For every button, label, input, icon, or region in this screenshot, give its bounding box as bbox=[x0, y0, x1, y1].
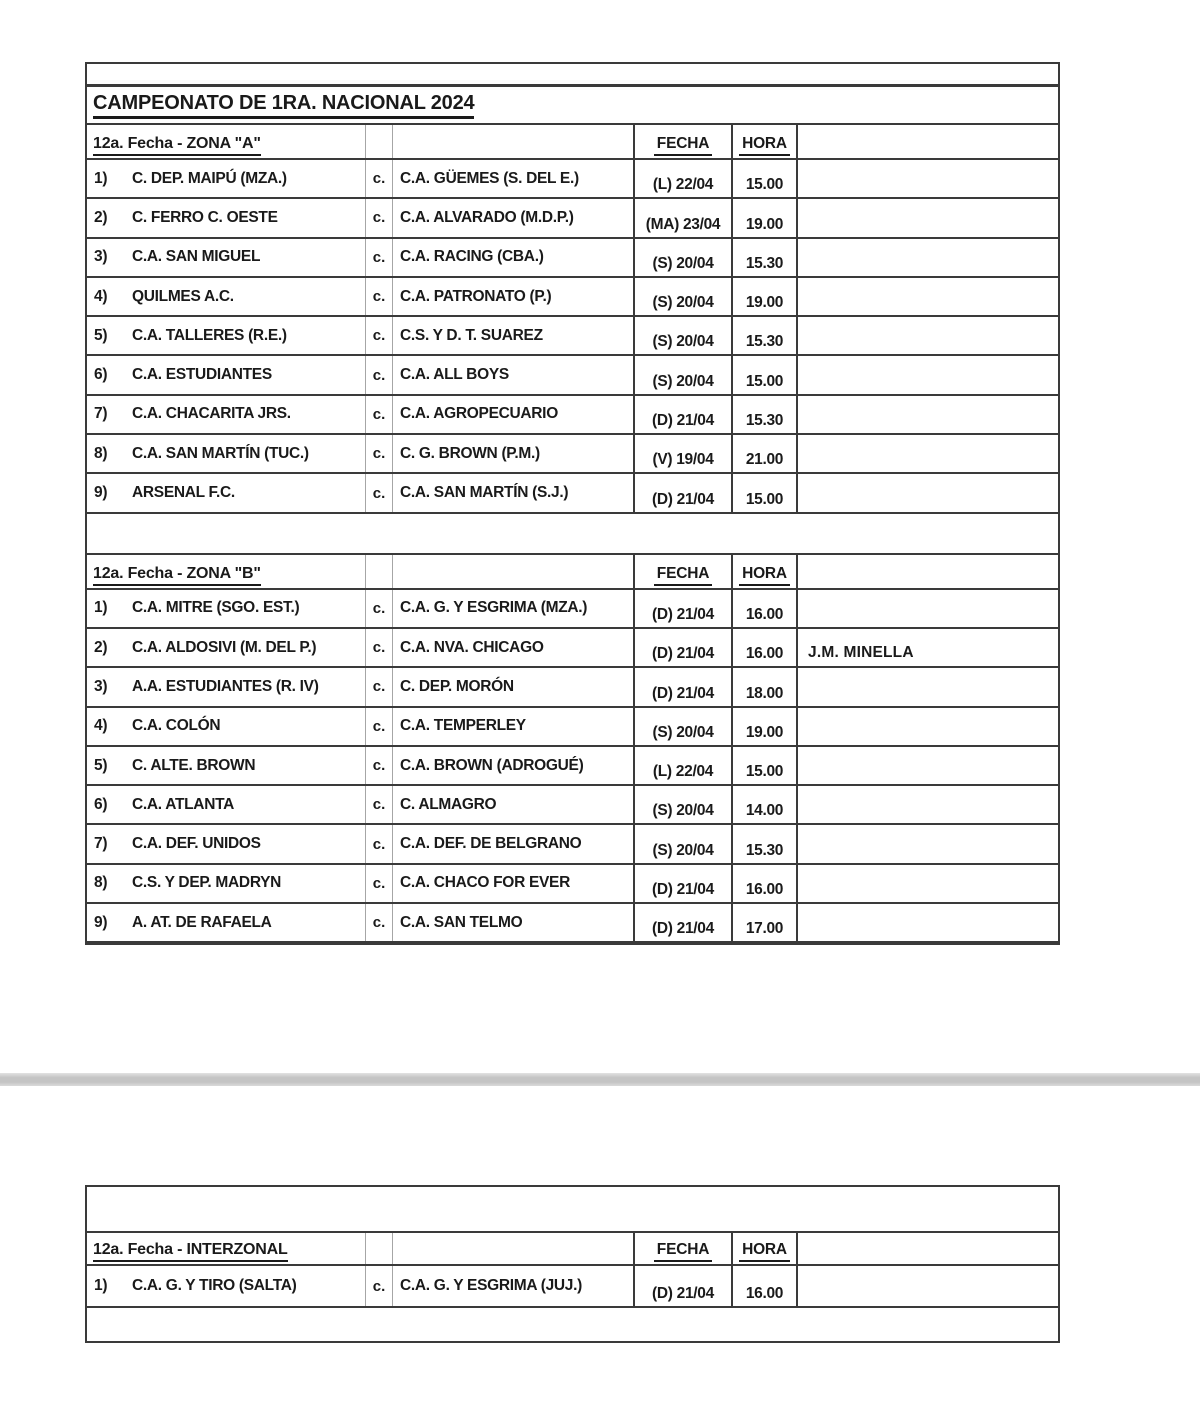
match-date: (S) 20/04 bbox=[652, 333, 714, 351]
versus-label: c. bbox=[372, 445, 386, 463]
match-number: 6) bbox=[94, 795, 108, 813]
home-team: C.A. MITRE (SGO. EST.) bbox=[132, 599, 300, 617]
match-date: (D) 21/04 bbox=[652, 645, 714, 663]
versus-label: c. bbox=[372, 599, 386, 617]
hora-cell bbox=[731, 317, 796, 354]
note-cell bbox=[796, 435, 1058, 472]
fecha-cell bbox=[633, 786, 731, 823]
away-team-cell bbox=[393, 160, 633, 197]
versus-column-spacer bbox=[365, 125, 393, 158]
page-divider bbox=[0, 1073, 1200, 1086]
hora-cell bbox=[731, 1266, 796, 1306]
match-time: 15.30 bbox=[745, 412, 784, 430]
away-column-spacer bbox=[393, 555, 633, 588]
match-row bbox=[87, 239, 1058, 278]
hora-cell bbox=[731, 474, 796, 511]
away-team: C.A. SAN MARTÍN (S.J.) bbox=[400, 484, 569, 502]
away-team: C.A. TEMPERLEY bbox=[400, 717, 526, 735]
fecha-cell bbox=[633, 239, 731, 276]
fecha-cell bbox=[633, 708, 731, 745]
fecha-cell bbox=[633, 865, 731, 902]
home-team: A. AT. DE RAFAELA bbox=[132, 913, 272, 931]
hora-column-header: HORA bbox=[739, 135, 790, 156]
section-title: 12a. Fecha - ZONA "A" bbox=[93, 135, 261, 156]
venue-note: J.M. MINELLA bbox=[808, 644, 914, 662]
match-number: 1) bbox=[94, 599, 108, 617]
match-date: (V) 19/04 bbox=[652, 451, 714, 469]
match-row bbox=[87, 435, 1058, 474]
match-date: (D) 21/04 bbox=[652, 412, 714, 430]
hora-cell bbox=[731, 904, 796, 941]
away-team: C.A. G. Y ESGRIMA (JUJ.) bbox=[400, 1277, 582, 1294]
versus-label: c. bbox=[372, 248, 386, 266]
match-number: 2) bbox=[94, 208, 108, 226]
versus-cell bbox=[365, 590, 393, 627]
match-number: 7) bbox=[94, 405, 108, 423]
fecha-cell bbox=[633, 590, 731, 627]
versus-cell bbox=[365, 396, 393, 433]
fecha-cell bbox=[633, 435, 731, 472]
match-date: (S) 20/04 bbox=[652, 294, 714, 312]
fixture-table-main bbox=[85, 62, 1060, 945]
fecha-cell bbox=[633, 825, 731, 862]
away-team-cell bbox=[393, 865, 633, 902]
versus-cell bbox=[365, 278, 393, 315]
away-team-cell bbox=[393, 317, 633, 354]
versus-label: c. bbox=[372, 757, 386, 774]
match-time: 16.00 bbox=[745, 1285, 784, 1302]
hora-cell bbox=[731, 590, 796, 627]
home-team-cell bbox=[87, 474, 365, 511]
fecha-cell bbox=[633, 356, 731, 393]
match-date: (S) 20/04 bbox=[652, 372, 714, 390]
versus-column-spacer bbox=[365, 1233, 393, 1264]
match-number: 4) bbox=[94, 287, 108, 305]
home-team-cell bbox=[87, 629, 365, 666]
match-time: 16.00 bbox=[745, 645, 784, 663]
versus-cell bbox=[365, 435, 393, 472]
blank-top-row bbox=[87, 1187, 1058, 1233]
home-team: C.A. DEF. UNIDOS bbox=[132, 835, 261, 853]
match-time: 15.30 bbox=[745, 333, 784, 351]
versus-label: c. bbox=[372, 717, 386, 735]
fecha-cell bbox=[633, 317, 731, 354]
match-row bbox=[87, 629, 1058, 668]
fecha-header-cell bbox=[633, 125, 731, 158]
fecha-cell bbox=[633, 1266, 731, 1306]
hora-cell bbox=[731, 435, 796, 472]
home-team-cell bbox=[87, 278, 365, 315]
match-date: (S) 20/04 bbox=[652, 841, 714, 859]
note-cell bbox=[796, 474, 1058, 511]
home-team: A.A. ESTUDIANTES (R. IV) bbox=[132, 677, 319, 695]
home-team-cell bbox=[87, 239, 365, 276]
match-row bbox=[87, 708, 1058, 747]
match-time: 16.00 bbox=[745, 605, 784, 623]
section-label-cell bbox=[87, 1233, 365, 1264]
away-team-cell bbox=[393, 825, 633, 862]
match-row bbox=[87, 474, 1058, 513]
versus-column-spacer bbox=[365, 555, 393, 588]
match-date: (MA) 23/04 bbox=[645, 215, 721, 233]
note-cell bbox=[796, 317, 1058, 354]
rows-zona-b bbox=[87, 590, 1058, 944]
section-label-cell bbox=[87, 125, 365, 158]
fixture-table-interzonal bbox=[85, 1185, 1060, 1343]
match-row bbox=[87, 825, 1058, 864]
versus-cell bbox=[365, 786, 393, 823]
hora-cell bbox=[731, 668, 796, 705]
hora-cell bbox=[731, 825, 796, 862]
note-cell bbox=[796, 160, 1058, 197]
match-row bbox=[87, 199, 1058, 238]
home-team: C.A. COLÓN bbox=[132, 717, 221, 735]
home-team-cell bbox=[87, 668, 365, 705]
home-team-cell bbox=[87, 199, 365, 236]
page-title: CAMPEONATO DE 1RA. NACIONAL 2024 bbox=[93, 92, 474, 119]
versus-label: c. bbox=[372, 914, 386, 932]
rows-interzonal bbox=[87, 1266, 1058, 1308]
hora-cell bbox=[731, 629, 796, 666]
section-zona-a bbox=[87, 125, 1058, 514]
away-team-cell bbox=[393, 590, 633, 627]
fecha-cell bbox=[633, 160, 731, 197]
versus-cell bbox=[365, 865, 393, 902]
versus-label: c. bbox=[372, 366, 386, 384]
match-row bbox=[87, 590, 1058, 629]
away-team: C.A. AGROPECUARIO bbox=[400, 405, 558, 423]
match-date: (D) 21/04 bbox=[652, 605, 714, 623]
match-row bbox=[87, 786, 1058, 825]
home-team: C.A. CHACARITA JRS. bbox=[132, 405, 291, 423]
home-team-cell bbox=[87, 396, 365, 433]
hora-cell bbox=[731, 278, 796, 315]
note-cell bbox=[796, 1266, 1058, 1306]
fecha-cell bbox=[633, 199, 731, 236]
fecha-header-cell bbox=[633, 555, 731, 588]
hora-cell bbox=[731, 160, 796, 197]
match-row bbox=[87, 1266, 1058, 1308]
versus-cell bbox=[365, 239, 393, 276]
note-column-spacer bbox=[796, 1233, 1058, 1264]
away-team-cell bbox=[393, 629, 633, 666]
note-cell bbox=[796, 786, 1058, 823]
versus-label: c. bbox=[372, 170, 386, 188]
match-time: 15.30 bbox=[745, 254, 784, 272]
match-row bbox=[87, 668, 1058, 707]
match-date: (D) 21/04 bbox=[652, 920, 714, 938]
note-cell bbox=[796, 396, 1058, 433]
match-date: (D) 21/04 bbox=[652, 490, 714, 508]
match-time: 19.00 bbox=[745, 723, 784, 741]
home-team-cell bbox=[87, 1266, 365, 1306]
away-team: C.A. G. Y ESGRIMA (MZA.) bbox=[400, 599, 588, 617]
versus-label: c. bbox=[372, 484, 386, 502]
match-date: (S) 20/04 bbox=[652, 723, 714, 741]
match-row bbox=[87, 356, 1058, 395]
match-date: (D) 21/04 bbox=[652, 684, 714, 702]
home-team-cell bbox=[87, 435, 365, 472]
home-team: C.A. SAN MIGUEL bbox=[132, 248, 261, 266]
match-number: 4) bbox=[94, 717, 108, 735]
home-team-cell bbox=[87, 708, 365, 745]
match-row bbox=[87, 396, 1058, 435]
versus-label: c. bbox=[372, 874, 386, 892]
match-number: 8) bbox=[94, 444, 108, 462]
home-team: C.A. SAN MARTÍN (TUC.) bbox=[132, 444, 309, 462]
away-team-cell bbox=[393, 199, 633, 236]
home-team-cell bbox=[87, 160, 365, 197]
match-number: 3) bbox=[94, 677, 108, 695]
match-number: 3) bbox=[94, 248, 108, 266]
match-row bbox=[87, 160, 1058, 199]
section-zona-b bbox=[87, 555, 1058, 944]
away-team-cell bbox=[393, 904, 633, 941]
away-team-cell bbox=[393, 708, 633, 745]
note-cell bbox=[796, 668, 1058, 705]
section-header-row bbox=[87, 1233, 1058, 1266]
section-label-cell bbox=[87, 555, 365, 588]
match-row bbox=[87, 278, 1058, 317]
match-date: (D) 21/04 bbox=[652, 1285, 714, 1302]
match-time: 17.00 bbox=[745, 920, 784, 938]
section-interzonal bbox=[87, 1233, 1058, 1308]
versus-cell bbox=[365, 199, 393, 236]
note-cell bbox=[796, 239, 1058, 276]
hora-header-cell bbox=[731, 555, 796, 588]
hora-header-cell bbox=[731, 125, 796, 158]
note-cell bbox=[796, 590, 1058, 627]
note-cell bbox=[796, 904, 1058, 941]
note-cell bbox=[796, 825, 1058, 862]
match-row bbox=[87, 904, 1058, 943]
home-team: C. FERRO C. OESTE bbox=[132, 208, 278, 226]
hora-cell bbox=[731, 747, 796, 784]
away-team-cell bbox=[393, 474, 633, 511]
versus-label: c. bbox=[372, 209, 386, 227]
match-time: 19.00 bbox=[745, 215, 784, 233]
away-team: C.A. ALVARADO (M.D.P.) bbox=[400, 208, 574, 226]
versus-label: c. bbox=[372, 405, 386, 423]
match-date: (L) 22/04 bbox=[652, 763, 714, 781]
match-date: (S) 20/04 bbox=[652, 254, 714, 272]
title-row bbox=[87, 87, 1058, 125]
away-team: C.A. SAN TELMO bbox=[400, 913, 523, 931]
section-header-row bbox=[87, 125, 1058, 160]
note-cell bbox=[796, 747, 1058, 784]
versus-label: c. bbox=[372, 288, 386, 306]
fecha-header-cell bbox=[633, 1233, 731, 1264]
versus-cell bbox=[365, 708, 393, 745]
versus-cell bbox=[365, 160, 393, 197]
home-team: ARSENAL F.C. bbox=[132, 484, 235, 502]
away-team: C. G. BROWN (P.M.) bbox=[400, 444, 540, 462]
home-team-cell bbox=[87, 904, 365, 941]
fecha-cell bbox=[633, 904, 731, 941]
away-team-cell bbox=[393, 435, 633, 472]
match-number: 1) bbox=[94, 1277, 108, 1294]
hora-cell bbox=[731, 199, 796, 236]
match-number: 6) bbox=[94, 366, 108, 384]
away-team-cell bbox=[393, 1266, 633, 1306]
home-team-cell bbox=[87, 825, 365, 862]
home-team: C.A. ALDOSIVI (M. DEL P.) bbox=[132, 638, 317, 656]
away-team: C.A. DEF. DE BELGRANO bbox=[400, 835, 582, 853]
away-team: C.A. NVA. CHICAGO bbox=[400, 638, 544, 656]
fecha-cell bbox=[633, 747, 731, 784]
away-team: C.A. BROWN (ADROGUÉ) bbox=[400, 756, 584, 774]
away-team-cell bbox=[393, 278, 633, 315]
away-team-cell bbox=[393, 786, 633, 823]
match-date: (S) 20/04 bbox=[652, 802, 714, 820]
home-team: C. DEP. MAIPÚ (MZA.) bbox=[132, 169, 287, 187]
match-number: 9) bbox=[94, 913, 108, 931]
home-team-cell bbox=[87, 356, 365, 393]
section-title: 12a. Fecha - ZONA "B" bbox=[93, 565, 261, 586]
away-team-cell bbox=[393, 747, 633, 784]
blank-bottom-row bbox=[87, 1308, 1058, 1341]
hora-cell bbox=[731, 865, 796, 902]
match-time: 15.00 bbox=[745, 763, 784, 781]
versus-cell bbox=[365, 317, 393, 354]
fecha-cell bbox=[633, 278, 731, 315]
fecha-cell bbox=[633, 629, 731, 666]
versus-label: c. bbox=[372, 796, 386, 814]
spacer-row bbox=[87, 514, 1058, 555]
hora-header-cell bbox=[731, 1233, 796, 1264]
hora-column-header: HORA bbox=[739, 1241, 790, 1262]
note-column-spacer bbox=[796, 125, 1058, 158]
match-number: 2) bbox=[94, 638, 108, 656]
home-team-cell bbox=[87, 590, 365, 627]
section-title: 12a. Fecha - INTERZONAL bbox=[93, 1241, 288, 1262]
match-time: 15.00 bbox=[745, 176, 784, 194]
versus-label: c. bbox=[372, 327, 386, 345]
away-team: C. DEP. MORÓN bbox=[400, 677, 514, 695]
home-team-cell bbox=[87, 865, 365, 902]
match-date: (D) 21/04 bbox=[652, 881, 714, 899]
match-number: 1) bbox=[94, 169, 108, 187]
versus-cell bbox=[365, 629, 393, 666]
away-team: C.A. CHACO FOR EVER bbox=[400, 874, 570, 892]
away-team: C.A. ALL BOYS bbox=[400, 366, 509, 384]
hora-cell bbox=[731, 786, 796, 823]
home-team-cell bbox=[87, 747, 365, 784]
note-cell bbox=[796, 356, 1058, 393]
section-header-row bbox=[87, 555, 1058, 590]
away-team: C.A. GÜEMES (S. DEL E.) bbox=[400, 169, 579, 187]
hora-cell bbox=[731, 239, 796, 276]
away-column-spacer bbox=[393, 1233, 633, 1264]
away-team-cell bbox=[393, 668, 633, 705]
match-time: 15.00 bbox=[745, 372, 784, 390]
blank-top-row bbox=[87, 64, 1058, 87]
home-team-cell bbox=[87, 317, 365, 354]
match-date: (L) 22/04 bbox=[652, 176, 714, 194]
match-time: 19.00 bbox=[745, 294, 784, 312]
versus-cell bbox=[365, 356, 393, 393]
rows-zona-a bbox=[87, 160, 1058, 514]
match-time: 15.00 bbox=[745, 490, 784, 508]
note-cell bbox=[796, 629, 1058, 666]
note-cell bbox=[796, 199, 1058, 236]
hora-cell bbox=[731, 396, 796, 433]
fecha-cell bbox=[633, 474, 731, 511]
match-time: 14.00 bbox=[745, 802, 784, 820]
away-team: C.S. Y D. T. SUAREZ bbox=[400, 326, 543, 344]
away-team: C.A. RACING (CBA.) bbox=[400, 248, 544, 266]
match-number: 7) bbox=[94, 835, 108, 853]
note-cell bbox=[796, 278, 1058, 315]
fecha-cell bbox=[633, 396, 731, 433]
home-team: C.A. ESTUDIANTES bbox=[132, 366, 272, 384]
match-time: 21.00 bbox=[745, 451, 784, 469]
fecha-cell bbox=[633, 668, 731, 705]
versus-cell bbox=[365, 1266, 393, 1306]
match-time: 16.00 bbox=[745, 881, 784, 899]
match-number: 5) bbox=[94, 326, 108, 344]
note-cell bbox=[796, 708, 1058, 745]
hora-column-header: HORA bbox=[739, 565, 790, 586]
fecha-column-header: FECHA bbox=[654, 1241, 712, 1262]
home-team: C.A. ATLANTA bbox=[132, 795, 235, 813]
away-team-cell bbox=[393, 396, 633, 433]
note-column-spacer bbox=[796, 555, 1058, 588]
versus-cell bbox=[365, 474, 393, 511]
home-team: QUILMES A.C. bbox=[132, 287, 234, 305]
home-team: C.S. Y DEP. MADRYN bbox=[132, 874, 282, 892]
home-team: C. ALTE. BROWN bbox=[132, 756, 256, 774]
match-time: 15.30 bbox=[745, 841, 784, 859]
versus-label: c. bbox=[372, 639, 386, 657]
match-row bbox=[87, 317, 1058, 356]
versus-cell bbox=[365, 747, 393, 784]
note-cell bbox=[796, 865, 1058, 902]
versus-label: c. bbox=[372, 1277, 386, 1295]
home-team: C.A. TALLERES (R.E.) bbox=[132, 326, 287, 344]
home-team-cell bbox=[87, 786, 365, 823]
away-column-spacer bbox=[393, 125, 633, 158]
away-team-cell bbox=[393, 356, 633, 393]
versus-cell bbox=[365, 668, 393, 705]
away-team-cell bbox=[393, 239, 633, 276]
away-team: C.A. PATRONATO (P.) bbox=[400, 287, 552, 305]
fecha-column-header: FECHA bbox=[654, 565, 712, 586]
fecha-column-header: FECHA bbox=[654, 135, 712, 156]
match-time: 18.00 bbox=[745, 684, 784, 702]
versus-label: c. bbox=[372, 678, 386, 696]
match-row bbox=[87, 747, 1058, 786]
hora-cell bbox=[731, 708, 796, 745]
versus-label: c. bbox=[372, 835, 386, 853]
home-team: C.A. G. Y TIRO (SALTA) bbox=[132, 1277, 297, 1294]
match-number: 8) bbox=[94, 874, 108, 892]
hora-cell bbox=[731, 356, 796, 393]
match-number: 5) bbox=[94, 756, 108, 774]
match-number: 9) bbox=[94, 484, 108, 502]
away-team: C. ALMAGRO bbox=[400, 795, 497, 813]
versus-cell bbox=[365, 825, 393, 862]
versus-cell bbox=[365, 904, 393, 941]
match-row bbox=[87, 865, 1058, 904]
